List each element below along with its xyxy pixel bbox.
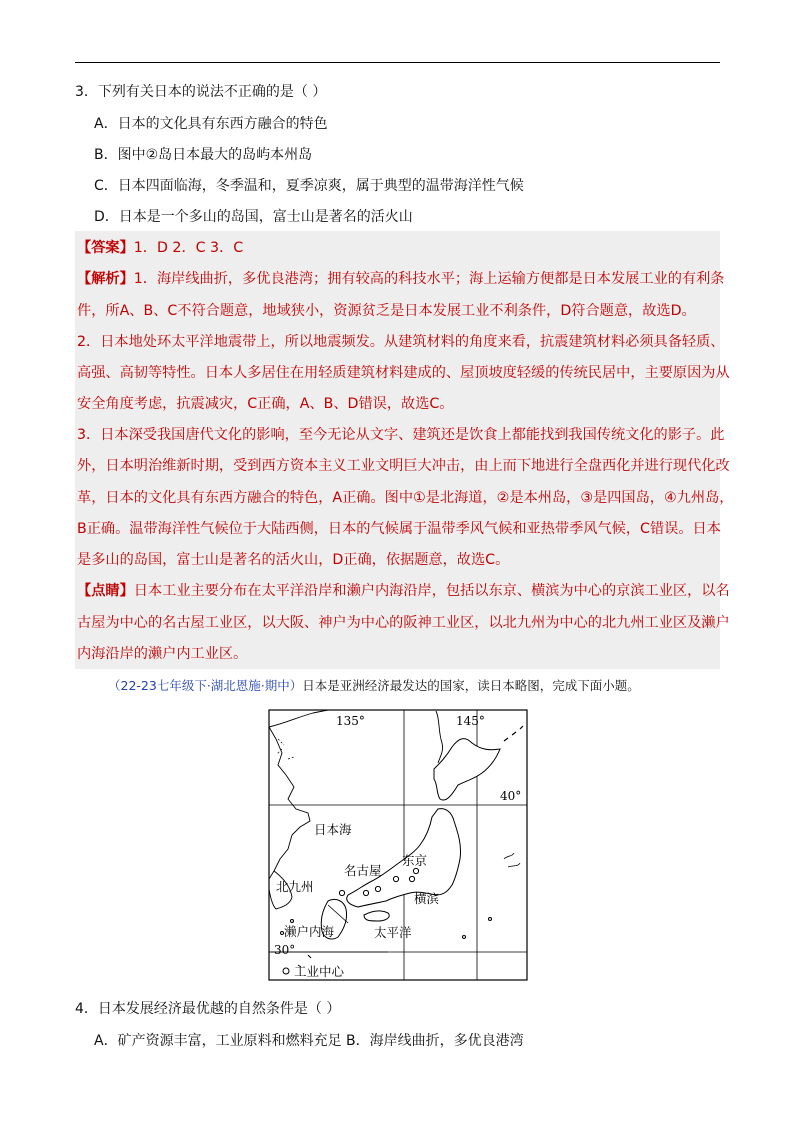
nagoya-label: 名古屋 [344, 863, 382, 878]
lat-30-label: 30° [274, 943, 296, 957]
analysis-line-10: 是多山的岛国，富士山是著名的活火山，D正确，依据题意，故选C。 [77, 552, 510, 568]
answer-text: 1．D 2．C 3．C [133, 240, 244, 256]
center-nagoya [393, 876, 398, 881]
pacific-label: 太平洋 [374, 925, 412, 940]
analysis-text: 1．海岸线曲折，多优良港湾；拥有较高的科技水平；海上运输方便都是日本发展工业的有利条 [133, 271, 725, 287]
analysis-line-6: 3．日本深受我国唐代文化的影响，至今无论从文字、建筑还是饮食上都能找到我国传统文化的影子。此 [77, 427, 725, 443]
lon-135-label: 135° [336, 714, 365, 728]
center-tokyo [413, 868, 418, 873]
q3-option-a: A．日本的文化具有东西方融合的特色 [94, 116, 328, 132]
q4-options-ab: A．矿产资源丰富，工业原料和燃料充足 B．海岸线曲折，多优良港湾 [94, 1033, 524, 1049]
analysis-line-9: B正确。温带海洋性气候位于大陆西侧，日本的气候属于温带季风气候和亚热带季风气候，C错误。日本 [77, 521, 721, 537]
q3-option-b: B．图中②岛日本最大的岛屿本州岛 [94, 147, 313, 163]
q4-stem: 4．日本发展经济最优越的自然条件是（ ） [75, 1001, 341, 1017]
q3-option-c: C．日本四面临海，冬季温和，夏季凉爽，属于典型的温带海洋性气候 [94, 178, 524, 194]
answer-line [77, 239, 243, 257]
kitakyushu-label: 北九州 [276, 879, 314, 894]
yokohama-label: 横滨 [414, 891, 440, 906]
analysis-label: 【解析】 [77, 271, 134, 287]
japan-map [268, 709, 528, 981]
center-kitakyushu [339, 890, 344, 895]
source-text: 日本是亚洲经济最发达的国家，读日本略图，完成下面小题。 [302, 678, 640, 693]
point-line-1 [77, 582, 730, 600]
analysis-line-3: 2．日本地处环太平洋地震带上，所以地震频发。从建筑材料的角度来看，抗震建筑材料必须具备轻质、 [77, 334, 725, 350]
tokyo-label: 东京 [402, 853, 428, 868]
analysis-line-5: 安全角度考虑，抗震减灾，C正确，A、B、D错误，故选C。 [77, 396, 454, 412]
center-yokohama [409, 876, 414, 881]
sea-of-japan-label: 日本海 [314, 822, 352, 837]
lon-145-label: 145° [456, 714, 485, 728]
legend-symbol [283, 968, 289, 974]
lat-40-label: 40° [500, 789, 522, 803]
setonaikai-label: 濑户内海 [284, 924, 335, 939]
analysis-line-4: 高强、高韧等特性。日本人多居住在用轻质建筑材料建成的、屋顶坡度轻缓的传统民居中，主要原因为从 [77, 365, 730, 381]
analysis-line-7: 外，日本明治维新时期，受到西方资本主义工业文明巨大冲击，由上而下地进行全盘西化并进行现代化改 [77, 458, 730, 474]
source-line [108, 678, 640, 694]
analysis-line-2: 件，所A、B、C不符合题意，地域狭小，资源贫乏是日本发展工业不利条件，D符合题意，故选D。 [77, 303, 696, 319]
point-line-2: 古屋为中心的名古屋工业区，以大阪、神户为中心的阪神工业区，以北九州为中心的北九州工业区及濑户 [77, 615, 730, 631]
point-label: 【点睛】 [77, 583, 134, 599]
analysis-line-8: 革，日本的文化具有东西方融合的特色，A正确。图中①是北海道，②是本州岛，③是四国岛，④九州岛， [77, 490, 734, 506]
answer-label: 【答案】 [77, 240, 134, 256]
source-tag: （22-23七年级下·湖北恩施·期中） [108, 678, 303, 693]
analysis-line-1 [77, 270, 724, 288]
header-rule [75, 62, 720, 63]
center-osaka [363, 890, 368, 895]
center-kobe [375, 886, 380, 891]
point-text: 日本工业主要分布在太平洋沿岸和濑户内海沿岸，包括以东京、横滨为中心的京滨工业区，以名 [133, 583, 730, 599]
legend-label: 工业中心 [294, 964, 345, 979]
answer-box [75, 231, 720, 669]
point-line-3: 内海沿岸的濑户内工业区。 [77, 646, 248, 662]
q3-option-d: D．日本是一个多山的岛国，富士山是著名的活火山 [94, 209, 413, 225]
q3-stem: 3．下列有关日本的说法不正确的是（ ） [75, 84, 327, 100]
